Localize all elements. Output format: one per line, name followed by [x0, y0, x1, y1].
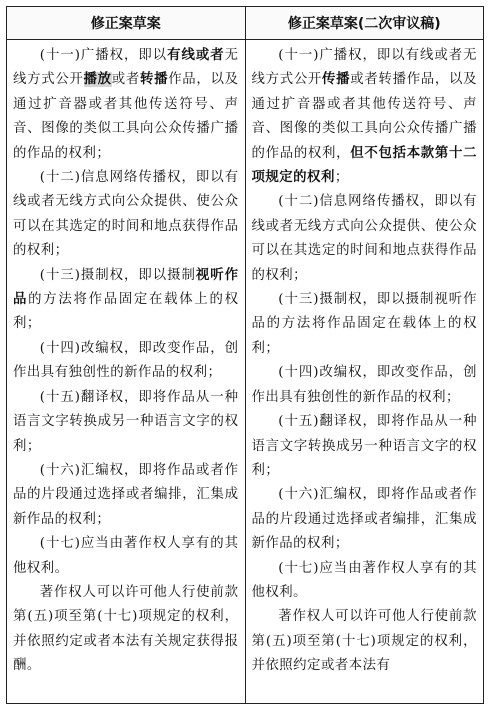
bold-segment: 但不包括本款第十二项规定的权利: [251, 145, 478, 186]
left-item-12: (十二)信息网络传播权，即以有线或者无线方式向公众提供、使公众可以在其选定的时间和地点获得作品的权利；: [13, 170, 239, 259]
left-item-17: (十七)应当由著作权人享有的其他权利。: [13, 536, 239, 576]
right-item-16: (十六)汇编权，即将作品或者作品的片段通过选择或者编排，汇集成新作品的权利；: [251, 487, 477, 552]
right-item-11: [252, 44, 478, 190]
right-item-17: (十七)应当由著作权人享有的其他权利。: [251, 560, 477, 600]
text-segment: 或者: [111, 72, 140, 88]
text-segment: ；: [334, 170, 349, 186]
right-item-13: (十三)摄制权，即以摄制视听作品的方法将作品固定在载体上的权利；: [251, 292, 477, 356]
right-item-12: (十二)信息网络传播权，即以有线或者无线方式向公众提供、使公众可以在其选定的时间和地点获得作品的权利；: [251, 194, 477, 283]
left-item-15: (十五)翻译权，即将作品从一种语言文字转换成另一种语言文字的权利；: [13, 389, 239, 454]
text-segment: 无线方式公开: [13, 48, 239, 88]
text-segment: 或者转播作品，以及通过扩音器或者其他传送符号、声音、图像的类似工具向公众传播广播的作品的权利，: [251, 72, 478, 161]
header-draft: 修正案草案: [7, 7, 246, 40]
left-item-13: [13, 264, 239, 337]
text-segment: (十三)摄制权，即以摄制: [39, 267, 196, 283]
text-segment: 的方法将作品固定在载体上的权利；: [13, 292, 239, 332]
bold-segment: 视听作品: [13, 267, 239, 308]
right-closing-paragraph: 著作权人可以许可他人行使前款第(五)项至第(十七)项规定的权利，并依照约定或者本法有: [251, 609, 477, 674]
table-header-row: [7, 7, 484, 40]
left-item-14: (十四)改编权，即改变作品，创作出具有独创性的新作品的权利；: [13, 340, 239, 381]
bold-segment: 有线或者: [167, 48, 225, 63]
comparison-table: [6, 6, 484, 704]
table-body-row: [7, 40, 484, 704]
text-segment: (十一)广播权，即以有线或者无线方式公开: [251, 48, 477, 88]
text-segment: (十一)广播权，即以: [39, 48, 168, 63]
left-item-16: (十六)汇编权，即将作品或者作品的片段通过选择或者编排，汇集成新作品的权利；: [13, 462, 239, 527]
right-item-14: (十四)改编权，即改变作品，创作出具有独创性的新作品的权利；: [251, 365, 477, 405]
right-column: [245, 40, 484, 704]
left-closing-paragraph: 著作权人可以许可他人行使前款第(五)项至第(十七)项规定的权利，并依照约定或者本法有关规定获得报酬。: [13, 584, 239, 674]
text-segment: 作品，以及通过扩音器或者其他传送符号、声音、图像的类似工具向公众传播广播的作品的权利；: [13, 72, 239, 161]
right-item-15: (十五)翻译权，即将作品从一种语言文字转换成另一种语言文字的权利；: [251, 414, 477, 478]
bold-segment: 传播: [322, 72, 351, 88]
left-item-11: [13, 44, 239, 166]
left-column: [7, 40, 246, 704]
bold-segment: 转播: [139, 72, 169, 88]
header-second-review-draft: 修正案草案(二次审议稿): [245, 7, 484, 40]
highlighted-segment: 播放: [83, 72, 112, 88]
